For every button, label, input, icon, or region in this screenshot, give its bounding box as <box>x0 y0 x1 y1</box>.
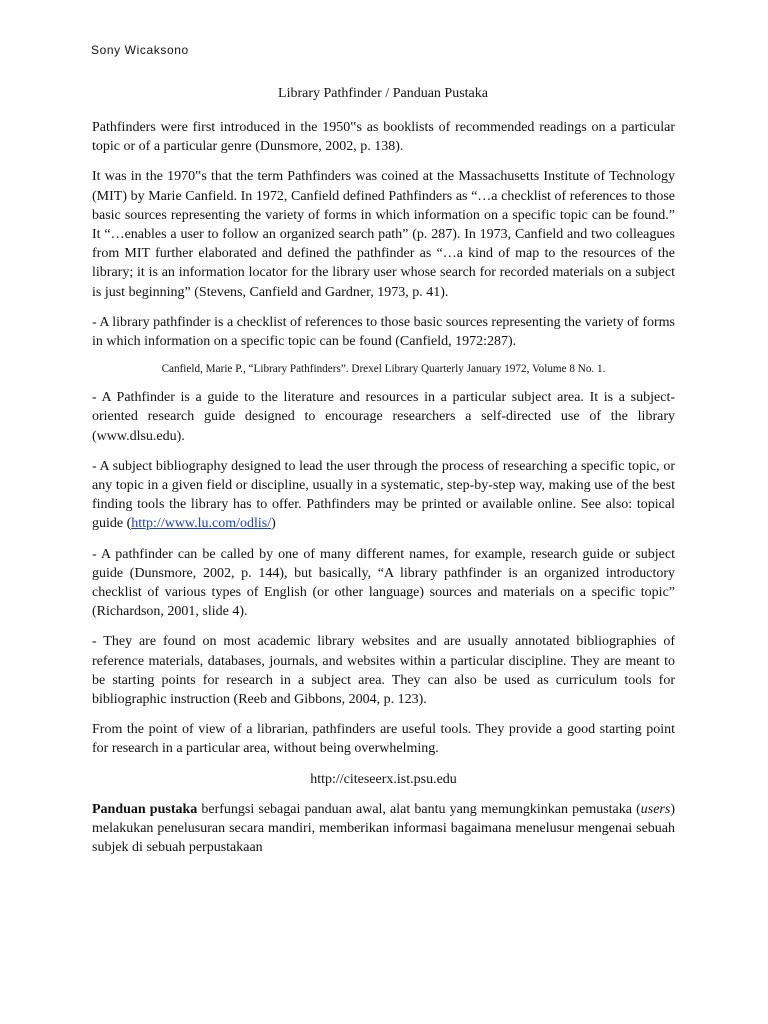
panduan-text-1: berfungsi sebagai panduan awal, alat bantu yang memungkinkan pemustaka ( <box>197 801 641 817</box>
paragraph-definition-canfield: - A library pathfinder is a checklist of references to those basic sources representing the variety of forms in which information on a specific topic can be found (Canfield, 1972:287). <box>92 314 675 350</box>
document-body <box>92 118 675 869</box>
author-header: Sony Wicaksono <box>91 43 189 57</box>
citation-canfield: Canfield, Marie P., “Library Pathfinders”. Drexel Library Quarterly January 1972, Volume 8 No. 1. <box>161 363 606 376</box>
paragraph-subject-bibliography-close: ) <box>271 516 276 532</box>
paragraph-panduan-pustaka <box>92 800 675 858</box>
paragraph-names: - A pathfinder can be called by one of many different names, for example, research guide or subject guide (Dunsmore, 2002, p. 144), but basically, “A library pathfinder is an organized introductory checklist of various types of English (or other language) sources and materials on a specific topic” (Richardson, 2001, slide 4). <box>92 546 675 620</box>
paragraph-subject-bibliography <box>92 457 675 534</box>
panduan-pustaka-term: Panduan pustaka <box>92 801 198 817</box>
paragraph-history-1970s: It was in the 1970‟s that the term Pathfinders was coined at the Massachusetts Institute of Technology (MIT) by Marie Canfield. In 1972, Canfield defined Pathfinders as “…a checklist of references to those basic sources representing the variety of forms in which information on a specific topic can be found.” It “…enables a user to follow an organized search path” (p. 287). In 1973, Canfield and two colleagues from MIT further elaborated and defined the pathfinder as “…a kind of map to the resources of the library; it is an information locator for the library user whose search for recorded materials on a subject is just beginning” (Stevens, Canfield and Gardner, 1973, p. 41). <box>92 169 675 300</box>
panduan-text-2: ) melakukan penelusuran secara mandiri, memberikan informasi bagaimana menelusur mengenai sebuah subjek di sebuah perpustakaan <box>92 801 675 856</box>
paragraph-history-1950s: Pathfinders were first introduced in the 1950‟s as booklists of recommended readings on a particular topic or of a particular genre (Dunsmore, 2002, p. 138). <box>92 120 675 155</box>
source-url: http://citeseerx.ist.psu.edu <box>310 771 457 787</box>
document-title: Library Pathfinder / Panduan Pustaka <box>278 86 488 101</box>
paragraph-librarian-view: From the point of view of a librarian, pathfinders are useful tools. They provide a good starting point for research in a particular area, without being overwhelming. <box>92 722 675 757</box>
paragraph-subject-bibliography-text: - A subject bibliography designed to lead the user through the process of researching a specific topic, or any topic in a given field or discipline, usually in a systematic, step-by-step way, making use of the best finding tools the library has to offer. Pathfinders may be printed or available online. See also: topical guide ( <box>92 458 675 532</box>
users-term: users <box>640 801 671 817</box>
paragraph-definition-dlsu: - A Pathfinder is a guide to the literature and resources in a particular subject area. It is a subject-oriented research guide designed to encourage researchers a self-directed use of the library (www.dlsu.edu). <box>92 390 675 444</box>
odlis-link[interactable]: http://www.lu.com/odlis/ <box>131 516 272 532</box>
paragraph-academic-websites: - They are found on most academic library websites and are usually annotated bibliographies of reference materials, databases, journals, and websites within a particular discipline. They are meant to be starting points for research in a subject area. They can also be used as curriculum tools for bibliographic instruction (Reeb and Gibbons, 2004, p. 123). <box>92 634 675 708</box>
